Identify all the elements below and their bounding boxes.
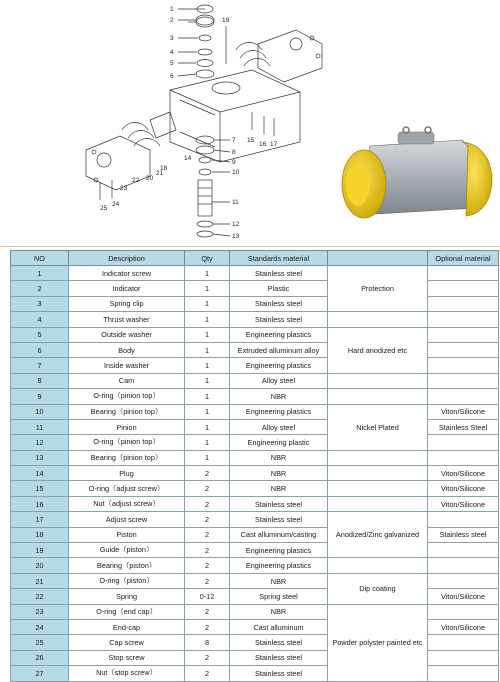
table-row (11, 404, 499, 419)
row-description: Spring (69, 589, 185, 604)
row-qty: 0-12 (185, 589, 230, 604)
row-qty: 2 (185, 619, 230, 634)
row-material: NBR (230, 389, 328, 404)
row-optional-material (428, 604, 499, 619)
row-optional-material: Viton/Silicone (428, 404, 499, 419)
row-optional-material (428, 389, 499, 404)
row-number: 1 (11, 266, 69, 281)
callout-10: 10 (232, 169, 240, 176)
callout-2: 2 (170, 17, 174, 24)
row-optional-material (428, 435, 499, 450)
row-description: Spring clip (69, 296, 185, 311)
callout-17: 17 (270, 141, 278, 148)
row-qty: 1 (185, 312, 230, 327)
callout-7: 7 (232, 137, 236, 144)
row-description: End-cap (69, 619, 185, 634)
row-optional-material (428, 650, 499, 665)
row-optional-material (428, 342, 499, 357)
row-number: 27 (11, 666, 69, 681)
row-description: Nut（stop screw） (69, 666, 185, 681)
row-material: NBR (230, 604, 328, 619)
row-description: Plug (69, 466, 185, 481)
callout-6: 6 (170, 73, 174, 80)
row-material: NBR (230, 450, 328, 465)
row-optional-material (428, 543, 499, 558)
row-material: Stainless steel (230, 296, 328, 311)
row-description: Guide（piston） (69, 543, 185, 558)
row-optional-material: Viton/Silicone (428, 619, 499, 634)
table-row (11, 466, 499, 481)
row-description: Cap screw (69, 635, 185, 650)
row-material: Stainless steel (230, 666, 328, 681)
table-row (11, 558, 499, 573)
row-material: Stainless steel (230, 650, 328, 665)
row-number: 20 (11, 558, 69, 573)
row-number: 26 (11, 650, 69, 665)
row-qty: 1 (185, 404, 230, 419)
row-material: Spring steel (230, 589, 328, 604)
callout-23: 23 (120, 185, 128, 192)
row-optional-material (428, 635, 499, 650)
row-description: Inside washer (69, 358, 185, 373)
row-material: Alloy steel (230, 419, 328, 434)
table-row (11, 266, 499, 281)
row-optional-material (428, 358, 499, 373)
row-material: Engineering plastics (230, 404, 328, 419)
row-finish-note: Powder polyster painted etc (328, 604, 428, 681)
row-finish-note (328, 373, 428, 388)
row-description: Adjust screw (69, 512, 185, 527)
row-optional-material (428, 450, 499, 465)
row-material: Stainless steel (230, 312, 328, 327)
row-material: Alloy steel (230, 373, 328, 388)
row-finish-note (328, 312, 428, 327)
row-optional-material: Stainless Steel (428, 419, 499, 434)
row-optional-material (428, 558, 499, 573)
row-finish-note: Anodized/Zinc galvanized (328, 512, 428, 558)
callout-22: 22 (132, 177, 140, 184)
row-description: O-ring（piston） (69, 573, 185, 588)
row-qty: 1 (185, 296, 230, 311)
row-description: Stop screw (69, 650, 185, 665)
row-description: Nut（adjust screw） (69, 496, 185, 511)
row-number: 24 (11, 619, 69, 634)
callout-24: 24 (112, 201, 120, 208)
row-description: Thrust washer (69, 312, 185, 327)
row-finish-note (328, 389, 428, 404)
header-no: NO (11, 251, 69, 266)
row-finish-note (328, 481, 428, 496)
illustration-area (0, 0, 500, 247)
row-description: Piston (69, 527, 185, 542)
table-row (11, 512, 499, 527)
row-qty: 2 (185, 512, 230, 527)
row-number: 10 (11, 404, 69, 419)
callout-14: 14 (184, 155, 192, 162)
parts-table (10, 250, 499, 682)
row-material: Cast alluminum (230, 619, 328, 634)
row-number: 2 (11, 281, 69, 296)
header-standards-material: Standards material (230, 251, 328, 266)
actuator-photo (336, 122, 496, 232)
row-optional-material (428, 281, 499, 296)
row-number: 15 (11, 481, 69, 496)
row-qty: 1 (185, 358, 230, 373)
row-optional-material (428, 373, 499, 388)
row-qty: 1 (185, 327, 230, 342)
row-description: O-ring（pinion top） (69, 389, 185, 404)
row-number: 23 (11, 604, 69, 619)
row-qty: 2 (185, 604, 230, 619)
callout-1: 1 (170, 6, 174, 13)
callout-15: 15 (247, 137, 255, 144)
table-row (11, 450, 499, 465)
row-number: 18 (11, 527, 69, 542)
row-description: Bearing（pinion top） (69, 450, 185, 465)
row-qty: 2 (185, 666, 230, 681)
row-optional-material (428, 327, 499, 342)
row-material: Engineering plastics (230, 327, 328, 342)
row-number: 22 (11, 589, 69, 604)
exploded-view-diagram (0, 0, 340, 246)
row-qty: 2 (185, 543, 230, 558)
row-number: 14 (11, 466, 69, 481)
row-description: O-ring（pinion top） (69, 435, 185, 450)
row-material: Engineering plastics (230, 558, 328, 573)
row-description: Outside washer (69, 327, 185, 342)
header-optional-material: Optional material (428, 251, 499, 266)
row-number: 11 (11, 419, 69, 434)
table-row (11, 573, 499, 588)
row-material: Stainless steel (230, 512, 328, 527)
callout-11: 11 (232, 199, 239, 206)
header-qty: Qty (185, 251, 230, 266)
callout-5: 5 (170, 60, 174, 67)
row-optional-material (428, 666, 499, 681)
row-material: Stainless steel (230, 635, 328, 650)
row-qty: 1 (185, 419, 230, 434)
row-number: 12 (11, 435, 69, 450)
row-material: Extruded alluminum alloy (230, 342, 328, 357)
row-finish-note: Protection (328, 266, 428, 312)
table-row (11, 481, 499, 496)
row-qty: 1 (185, 389, 230, 404)
row-number: 8 (11, 373, 69, 388)
row-finish-note (328, 466, 428, 481)
row-finish-note (328, 496, 428, 511)
row-number: 7 (11, 358, 69, 373)
row-material: Stainless steel (230, 266, 328, 281)
callout-25: 25 (100, 205, 108, 212)
row-qty: 2 (185, 558, 230, 573)
row-description: Cam (69, 373, 185, 388)
row-number: 3 (11, 296, 69, 311)
row-optional-material: Viton/Silicone (428, 496, 499, 511)
row-number: 19 (11, 543, 69, 558)
row-number: 13 (11, 450, 69, 465)
row-number: 4 (11, 312, 69, 327)
row-description: Body (69, 342, 185, 357)
row-qty: 2 (185, 481, 230, 496)
table-row (11, 389, 499, 404)
callout-19: 19 (222, 17, 230, 24)
row-material: Cast alluminum/casting (230, 527, 328, 542)
row-number: 21 (11, 573, 69, 588)
callout-8: 8 (232, 149, 236, 156)
header-description: Description (69, 251, 185, 266)
row-material: Plastic (230, 281, 328, 296)
row-optional-material (428, 512, 499, 527)
row-finish-note: Dip coating (328, 573, 428, 604)
row-qty: 2 (185, 496, 230, 511)
row-optional-material (428, 312, 499, 327)
row-material: Stainless steel (230, 496, 328, 511)
row-number: 17 (11, 512, 69, 527)
callout-20: 20 (146, 175, 154, 182)
callout-4: 4 (170, 49, 174, 56)
row-description: O-ring（end cap） (69, 604, 185, 619)
row-description: Pinion (69, 419, 185, 434)
row-material: NBR (230, 466, 328, 481)
row-description: O-ring（adjust screw） (69, 481, 185, 496)
row-qty: 1 (185, 342, 230, 357)
row-finish-note (328, 450, 428, 465)
row-qty: 1 (185, 373, 230, 388)
callout-9: 9 (232, 159, 236, 166)
row-optional-material: Viton/Silicone (428, 481, 499, 496)
row-optional-material (428, 296, 499, 311)
callout-18: 18 (160, 165, 168, 172)
row-qty: 1 (185, 266, 230, 281)
row-qty: 1 (185, 435, 230, 450)
table-header-row (11, 251, 499, 266)
row-optional-material: Viton/Silicone (428, 589, 499, 604)
header-blank (328, 251, 428, 266)
row-optional-material: Viton/Silicone (428, 466, 499, 481)
row-qty: 2 (185, 573, 230, 588)
row-number: 6 (11, 342, 69, 357)
table-row (11, 604, 499, 619)
row-finish-note (328, 558, 428, 573)
row-material: NBR (230, 481, 328, 496)
row-description: Indicator screw (69, 266, 185, 281)
table-row (11, 373, 499, 388)
row-number: 25 (11, 635, 69, 650)
table-row (11, 327, 499, 342)
callout-12: 12 (232, 221, 240, 228)
row-material: NBR (230, 573, 328, 588)
table-row (11, 312, 499, 327)
callout-21: 21 (156, 170, 164, 177)
row-description: Bearing（piston） (69, 558, 185, 573)
row-finish-note: Nickel Plated (328, 404, 428, 450)
row-description: Indicator (69, 281, 185, 296)
callout-3: 3 (170, 35, 174, 42)
row-material: Engineering plastic (230, 435, 328, 450)
callout-13: 13 (232, 233, 240, 240)
row-qty: 2 (185, 466, 230, 481)
row-number: 16 (11, 496, 69, 511)
row-optional-material (428, 266, 499, 281)
row-qty: 1 (185, 450, 230, 465)
row-qty: 1 (185, 281, 230, 296)
row-optional-material (428, 573, 499, 588)
row-material: Engineering plastics (230, 358, 328, 373)
row-description: Bearing（pinion top） (69, 404, 185, 419)
row-optional-material: Stainless steel (428, 527, 499, 542)
table-row (11, 496, 499, 511)
row-number: 5 (11, 327, 69, 342)
row-material: Engineering plastics (230, 543, 328, 558)
row-qty: 2 (185, 650, 230, 665)
row-finish-note: Hard anodized etc (328, 327, 428, 373)
row-qty: 8 (185, 635, 230, 650)
callout-16: 16 (259, 141, 267, 148)
row-qty: 2 (185, 527, 230, 542)
row-number: 9 (11, 389, 69, 404)
